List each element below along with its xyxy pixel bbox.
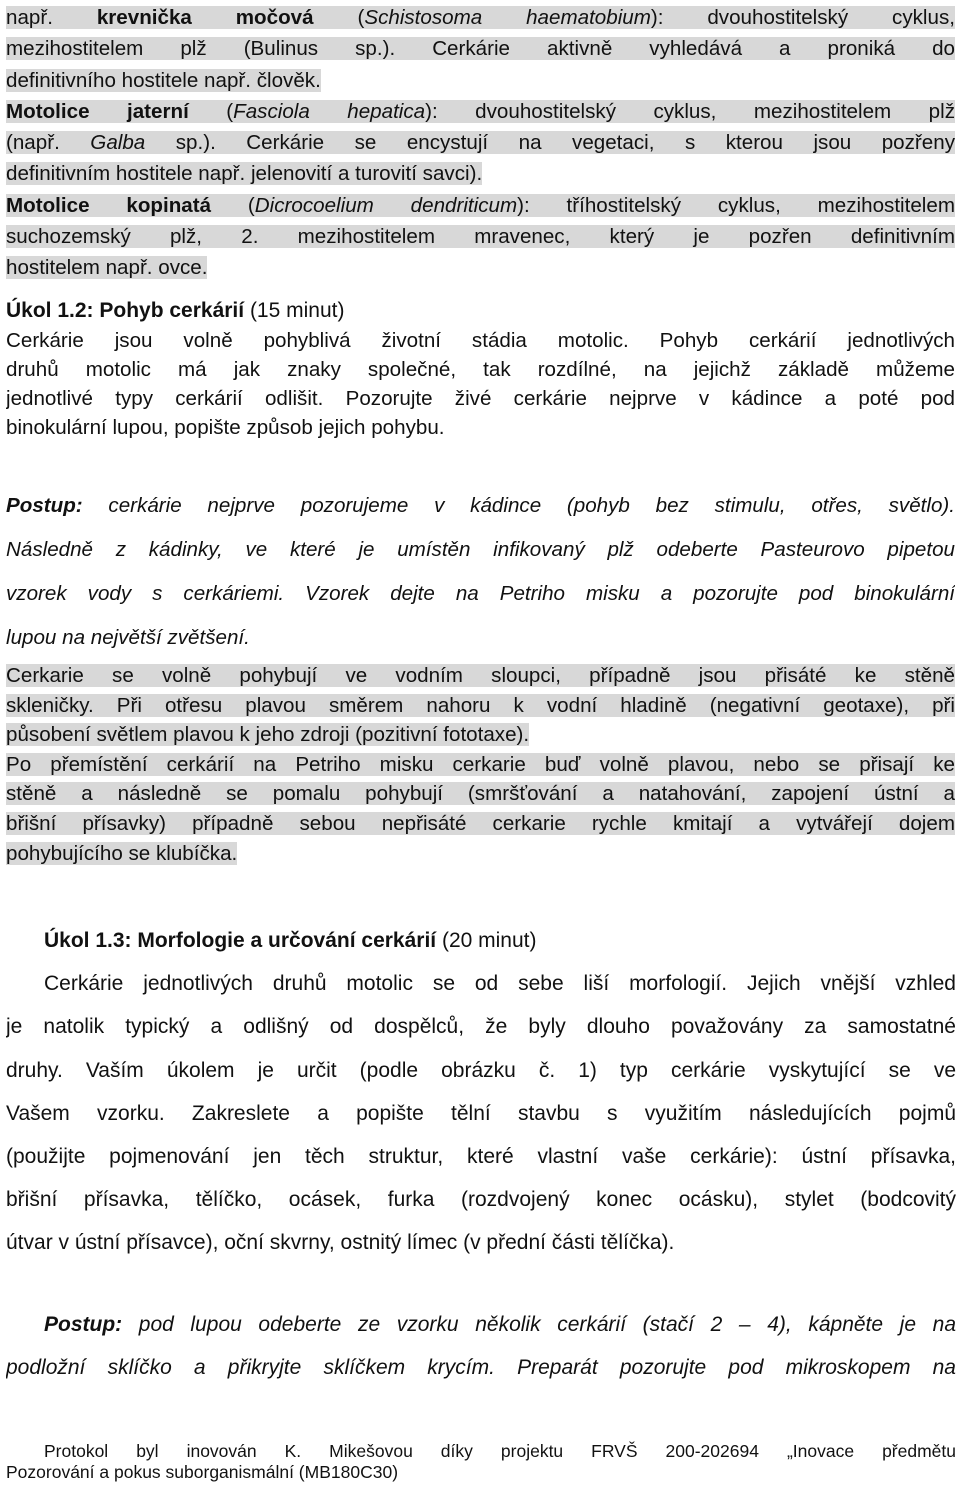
species-name-dicrocoelium: Motolice kopinatá: [6, 193, 212, 217]
observation-line: [6, 779, 955, 809]
schistosoma-line: [6, 2, 955, 33]
observation-line: [6, 661, 955, 691]
text-line: hostitelem např. ovce.: [6, 256, 208, 280]
observation-line: [6, 720, 955, 750]
fasciola-line-3: [6, 158, 955, 189]
observation-text: Po přemístění cerkárií na Petriho misku cerkarie buď volně plavou, nebo se přisají ke: [6, 752, 955, 776]
task-1-3-procedure: [6, 1303, 956, 1389]
task-1-3-title: Úkol 1.3: Morfologie a určování cerkárií: [44, 929, 437, 952]
paragraph-line: útvar v ústní přísavce), oční skvrny, ostnitý límec (v přední části tělíčka).: [6, 1231, 675, 1255]
task-1-3-heading: [44, 919, 956, 962]
text-fragment: (: [211, 193, 255, 217]
dicrocoelium-text: [6, 194, 955, 217]
text-fragment: ): dvouhostitelský cyklus, mezihostitelem plž: [425, 99, 955, 123]
paragraph-line: břišní přísavka, tělíčko, ocásek, furka (rozdvojený konec ocásku), stylet (bodcovitý: [6, 1188, 956, 1212]
procedure-line: lupou na největší zvětšení.: [6, 626, 250, 649]
observation-line: [6, 750, 955, 780]
footer-line: Protokol byl inovován K. Mikešovou díky projektu FRVŠ 200-202694 „Inovace předmětu: [44, 1441, 956, 1461]
latin-name-galba: Galba: [90, 131, 146, 155]
fasciola-text: [6, 100, 955, 123]
procedure-label: Postup:: [44, 1313, 123, 1336]
task-1-3-duration: (20 minut): [436, 929, 537, 952]
observation-text: skleničky. Při otřesu plavou směrem nahoru k vodní hladině (negativní geotaxe), při: [6, 693, 955, 717]
fasciola-line-2: [6, 127, 955, 158]
observation-line: [6, 691, 955, 721]
schistosoma-line-3: [6, 65, 955, 96]
dicrocoelium-line: [6, 190, 955, 221]
footer-line: Pozorování a pokus suborganismální (MB180C30): [6, 1462, 399, 1482]
paragraph-line: druhů motolic má jak znaky společné, tak rozdílné, na jejichž základě můžeme: [6, 358, 955, 381]
procedure-text: pod lupou odeberte ze vzorku několik cerkárií (stačí 2 – 4), kápněte je na: [122, 1313, 956, 1336]
schistosoma-line-2: [6, 33, 955, 64]
text-line: definitivním hostitele např. jelenovití a turovití savci).: [6, 162, 483, 186]
paragraph-line: Cerkárie jednotlivých druhů motolic se od sebe liší morfologií. Jejich vnější vzhled: [44, 972, 956, 996]
task-1-2-procedure: [6, 484, 955, 660]
observation-text: Cerkarie se volně pohybují ve vodním sloupci, případně jsou přisáté ke stěně: [6, 664, 955, 687]
text-fragment: (např.: [6, 131, 91, 155]
procedure-line: [44, 1303, 956, 1346]
task-1-2-heading: [6, 296, 955, 325]
procedure-line: [6, 484, 955, 528]
dicrocoelium-line-2: [6, 221, 955, 252]
text-fragment: ): tříhostitelský cyklus, mezihostitelem: [517, 193, 955, 217]
paragraph-line: Vašem vzorku. Zakreslete a popište tělní stavbu s využitím následujících pojmů: [6, 1101, 956, 1125]
procedure-line: vzorek vody s cerkáriemi. Vzorek dejte na Petriho misku a pozorujte pod binokulární: [6, 582, 955, 605]
task-1-2-title: Úkol 1.2: Pohyb cerkárií: [6, 299, 245, 322]
fasciola-text-2: [6, 131, 955, 154]
species-name-fasciola: Motolice jaterní: [6, 99, 189, 123]
observation-line: [6, 839, 955, 869]
procedure-line: podložní sklíčko a přikryjte sklíčkem krycím. Preparát pozorujte pod mikroskopem na: [6, 1356, 956, 1379]
observation-text: pohybujícího se klubíčka.: [6, 841, 238, 865]
task-1-3-section: [6, 919, 956, 1265]
paragraph-line: binokulární lupou, popište způsob jejich pohybu.: [6, 416, 445, 439]
task-1-2-duration: (15 minut): [244, 299, 345, 322]
paragraph-line: Cerkárie jsou volně pohyblivá životní stádia motolic. Pohyb cerkárií jednotlivých: [6, 329, 955, 352]
procedure-line: Následně z kádinky, ve které je umístěn infikovaný plž odeberte Pasteurovo pipetou: [6, 538, 955, 561]
text-line: mezihostitelem plž (Bulinus sp.). Cerkárie aktivně vyhledává a proniká do: [6, 37, 955, 61]
species-name-schistosoma: krevnička močová: [96, 6, 314, 29]
task-1-2-section: [6, 296, 955, 442]
text-line: definitivního hostitele např. člověk.: [6, 68, 321, 92]
text-fragment: sp.). Cerkárie se encystují na vegetaci, s kterou jsou pozřeny: [145, 131, 955, 155]
task-1-2-observation: [6, 661, 955, 868]
text-line: suchozemský plž, 2. mezihostitelem mravenec, který je pozřen definitivním: [6, 225, 955, 249]
latin-name-schistosoma: Schistosoma haematobium: [364, 6, 651, 29]
observation-line: [6, 809, 955, 839]
paragraph-line: druhy. Vaším úkolem je určit (podle obrázku č. 1) typ cerkárie vyskytující se ve: [6, 1058, 956, 1082]
text-fragment: ): dvouhostitelský cyklus,: [650, 6, 955, 29]
observation-text: břišní přísavky) případně sebou nepřisáté cerkarie rychle kmitají a vytvářejí dojem: [6, 811, 955, 835]
paragraph-line: jednotlivé typy cerkárií odlišit. Pozorujte živé cerkárie nejprve v kádince a poté pod: [6, 387, 955, 410]
text-fragment: (: [188, 99, 234, 123]
page-footer: [6, 1441, 956, 1483]
observation-text: působení světlem plavou k jeho zdroji (pozitivní fototaxe).: [6, 723, 530, 747]
fasciola-line: [6, 96, 955, 127]
procedure-label: Postup:: [6, 494, 83, 517]
dicrocoelium-line-3: [6, 252, 955, 283]
observation-text: stěně a následně se pomalu pohybují (smršťování a natahování, zapojení ústní a: [6, 782, 955, 806]
text-fragment: (: [313, 6, 365, 29]
text-fragment: např.: [6, 6, 97, 29]
latin-name-dicrocoelium: Dicrocoelium dendriticum: [254, 193, 518, 217]
paragraph-line: (použijte pojmenování jen těch struktur, které vlastní vaše cerkárie): ústní přísavka,: [6, 1145, 956, 1169]
procedure-text: cerkárie nejprve pozorujeme v kádince (pohyb bez stimulu, otřes, světlo).: [82, 494, 955, 517]
schistosoma-text: [6, 6, 955, 29]
latin-name-fasciola: Fasciola hepatica: [233, 99, 426, 123]
paragraph-line: je natolik typický a odlišný od dospělců, že byly dlouho považovány za samostatné: [6, 1015, 956, 1039]
intro-species-list: [6, 2, 955, 284]
